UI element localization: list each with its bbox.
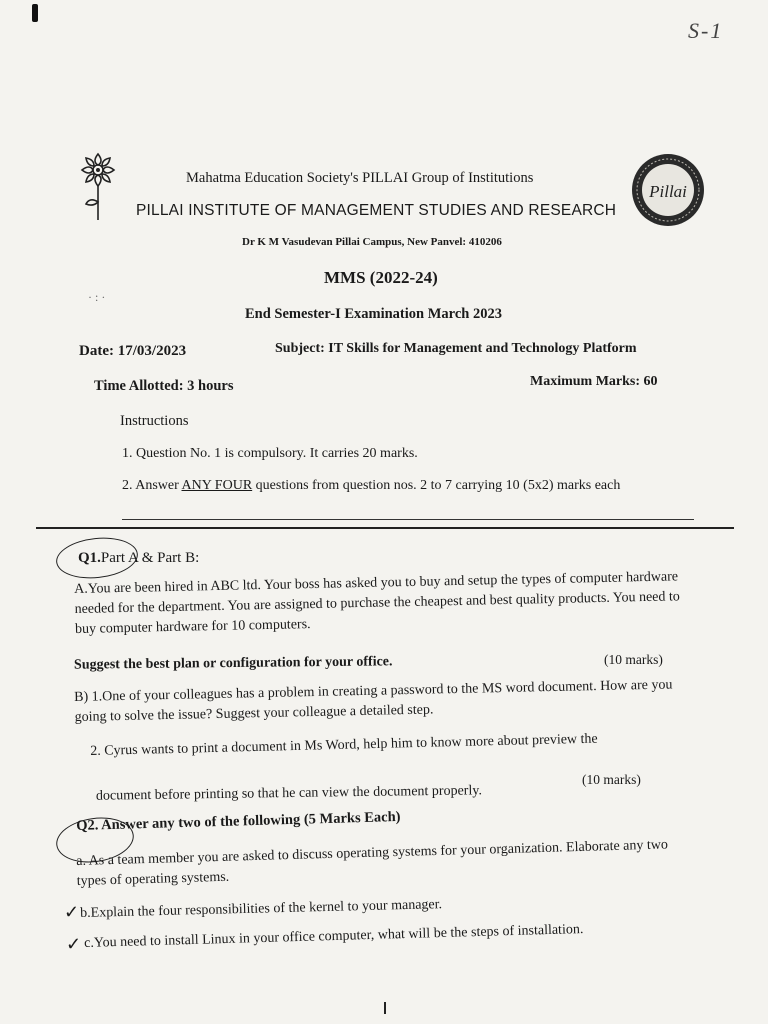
question-1-part-a: A.You are been hired in ABC ltd. Your boss has asked you to buy and setup the types of computer hardware needed for the department. You are assigned to purchase the cheapest and best quality products. You need to buy computer hardware for 10 computers. bbox=[74, 569, 680, 637]
handwritten-tick-icon: ✓ bbox=[64, 902, 80, 922]
instruction-item-2: 2. Answer ANY FOUR questions from question nos. 2 to 7 carrying 10 (5x2) marks each bbox=[122, 478, 621, 493]
question-1-part-b2-continued: document before printing so that he can view the document properly. bbox=[95, 783, 483, 804]
svg-text:Pillai: Pillai bbox=[649, 182, 687, 201]
question-1-heading: Q1.Part A & Part B: bbox=[78, 550, 200, 566]
instructions-heading: Instructions bbox=[120, 413, 189, 429]
question-2-item-a: a. As a team member you are asked to discuss operating systems for your organization. Elaborate any two types of operating systems. bbox=[76, 837, 669, 889]
marks-label: (10 marks) bbox=[582, 772, 641, 787]
exam-title: End Semester-I Examination March 2023 bbox=[245, 306, 502, 322]
campus-address: Dr K M Vasudevan Pillai Campus, New Panvel: 410206 bbox=[242, 236, 502, 248]
maximum-marks: Maximum Marks: 60 bbox=[530, 374, 658, 389]
divider-line bbox=[122, 519, 694, 520]
page-number-mark bbox=[384, 1002, 386, 1014]
handwritten-tick-icon: ✓ bbox=[66, 934, 82, 954]
page-corner-mark: S-1 bbox=[688, 18, 724, 43]
time-allotted: Time Allotted: 3 hours bbox=[94, 378, 234, 394]
program-title: MMS (2022-24) bbox=[324, 268, 438, 287]
instruction-emphasis: ANY FOUR bbox=[181, 478, 253, 493]
question-2-heading: Q2. Answer any two of the following (5 Marks Each) bbox=[76, 808, 401, 834]
question-1-part-b2: 2. Cyrus wants to print a document in Ms Word, help him to know more about preview the bbox=[90, 731, 598, 759]
question-2-item-b: b.Explain the four responsibilities of the kernel to your manager. bbox=[80, 897, 443, 921]
institution-emblem-icon bbox=[78, 150, 118, 227]
divider-line bbox=[36, 527, 734, 529]
instruction-item-1: 1. Question No. 1 is compulsory. It carries 20 marks. bbox=[122, 446, 418, 461]
question-1-part-b1: B) 1.One of your colleagues has a problem in creating a password to the MS word document. How are you going to solve the issue? Suggest your colleague a detailed step. bbox=[74, 677, 673, 725]
exam-date: Date: 17/03/2023 bbox=[79, 343, 187, 359]
marks-label: (10 marks) bbox=[604, 652, 663, 667]
question-2-item-c: c.You need to install Linux in your office computer, what will be the steps of installation. bbox=[84, 922, 584, 951]
exam-subject: Subject: IT Skills for Management and Technology Platform bbox=[275, 341, 637, 356]
question-1-suggest: Suggest the best plan or configuration for your office. bbox=[73, 654, 393, 673]
scan-edge-mark bbox=[32, 4, 38, 22]
institution-seal-icon bbox=[630, 152, 706, 233]
society-name: Mahatma Education Society's PILLAI Group of Institutions bbox=[186, 170, 534, 186]
institute-name: PILLAI INSTITUTE OF MANAGEMENT STUDIES AND RESEARCH bbox=[136, 202, 617, 219]
scan-speckle: · : · bbox=[88, 290, 106, 304]
